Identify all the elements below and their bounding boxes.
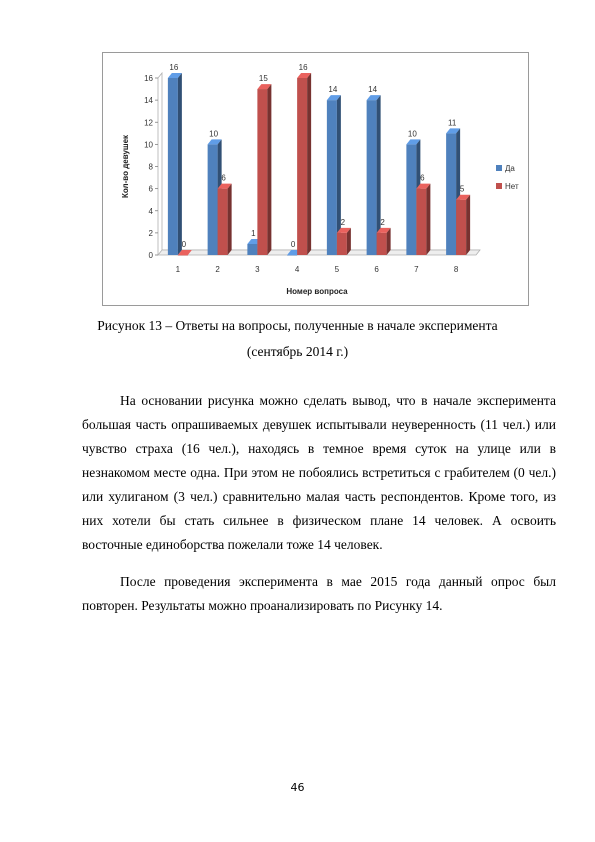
bar-chart	[103, 53, 530, 307]
back-wall	[158, 73, 480, 255]
y-axis-label: Кол-во девушек	[121, 134, 130, 199]
paragraph-conclusion: На основании рисунка можно сделать вывод, что в начале эксперимента большая часть опрашиваемых девушек испытывали неуверенность (11 чел.) или чувство страха (16 чел.), находясь в темное время суток на улице или в незнакомом месте одна. При этом не побоялись встретиться с грабителем (0 чел.) или хулиганом (3 чел.) сравнительно малая часть респондентов. Кроме того, из них хотели бы стать сильнее в физическом плане 14 человек. А освоить восточные единоборства пожелали тоже 14 человек.	[82, 393, 556, 552]
page-number: 46	[290, 781, 305, 794]
data-label: 5	[459, 184, 465, 194]
data-label: 16	[169, 63, 179, 72]
bar-side	[426, 184, 430, 255]
y-tick-label: 14	[144, 96, 153, 106]
x-tick-label: 1	[175, 265, 181, 274]
bar-Да-8	[446, 133, 456, 255]
x-tick-label: 5	[334, 265, 340, 274]
data-label: 6	[221, 173, 226, 183]
bar-Да-2	[208, 144, 218, 255]
x-tick-label: 8	[453, 265, 459, 274]
y-tick-label: 6	[148, 184, 153, 194]
bar-Да-1	[168, 78, 178, 255]
bar-Нет-5	[337, 233, 347, 255]
bar-Нет-6	[377, 233, 387, 255]
bar-Да-4	[287, 255, 297, 256]
bar-Да-6	[367, 100, 377, 255]
x-tick-label: 6	[374, 265, 379, 274]
data-label: 14	[368, 85, 378, 95]
legend-label-Да: Да	[505, 164, 515, 173]
legend-swatch-Нет	[496, 183, 502, 189]
data-label: 11	[447, 118, 457, 128]
bar-Нет-4	[297, 78, 307, 255]
bar-Да-5	[327, 100, 337, 255]
y-tick-label: 16	[144, 74, 153, 83]
bar-Да-7	[406, 144, 416, 255]
data-label: 0	[290, 240, 296, 249]
data-label: 16	[298, 63, 308, 72]
bar-side	[307, 73, 311, 255]
bar-side	[267, 84, 271, 255]
y-tick-label: 0	[148, 251, 153, 260]
legend-swatch-Да	[496, 165, 502, 171]
paragraph-repeat-survey: После проведения эксперимента в мае 2015 года данный опрос был повторен. Результаты можно проанализировать по Рисунку 14.	[82, 574, 556, 613]
y-tick-label: 8	[148, 162, 153, 172]
bar-Нет-8	[456, 200, 466, 255]
x-tick-label: 2	[215, 265, 220, 274]
bar-Нет-1	[178, 255, 188, 256]
x-tick-label: 3	[255, 265, 260, 274]
x-tick-label: 7	[414, 265, 419, 274]
x-tick-label: 4	[294, 265, 300, 274]
bar-Нет-3	[257, 89, 267, 255]
data-label: 6	[420, 173, 425, 183]
y-tick-label: 10	[144, 140, 153, 150]
figure-caption-line-2: (сентябрь 2014 г.)	[246, 344, 349, 359]
bar-Да-3	[247, 244, 257, 255]
data-label: 10	[209, 129, 219, 139]
x-axis-label: Номер вопроса	[286, 287, 348, 296]
figure-caption-line-1: Рисунок 13 – Ответы на вопросы, полученные в начале эксперимента	[97, 318, 498, 333]
data-label: 1	[251, 228, 256, 238]
bar-Нет-2	[218, 189, 228, 255]
data-label: 15	[258, 74, 268, 84]
bar-side	[178, 73, 182, 255]
data-label: 2	[380, 217, 385, 227]
chart-floor	[158, 250, 480, 255]
data-label: 2	[340, 217, 346, 227]
chart-frame	[102, 52, 529, 306]
data-label: 14	[328, 85, 338, 95]
bar-Нет-7	[416, 189, 426, 255]
y-tick-label: 4	[148, 206, 153, 216]
bar-side	[228, 184, 232, 255]
y-tick-label: 2	[148, 228, 153, 238]
bar-side	[466, 195, 470, 255]
legend-label-Нет: Нет	[505, 182, 519, 191]
y-tick-label: 12	[144, 118, 153, 128]
data-label: 10	[407, 129, 417, 139]
data-label: 0	[181, 240, 187, 249]
